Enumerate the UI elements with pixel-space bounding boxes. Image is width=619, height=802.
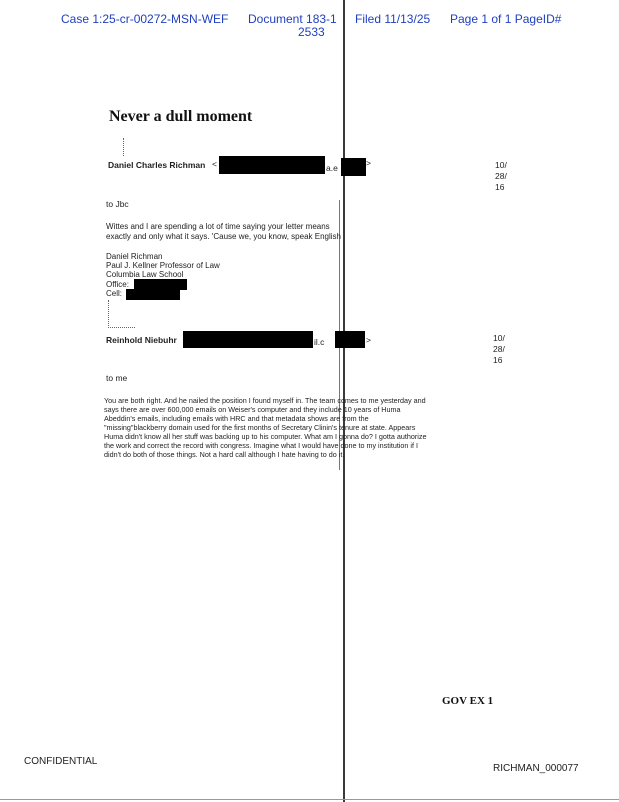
redaction-block — [341, 158, 366, 176]
scan-dotted-mark — [123, 138, 138, 156]
document-number: Document 183-1 — [248, 12, 337, 26]
signature-cell-label: Cell: — [106, 289, 123, 298]
redaction-block — [126, 289, 180, 300]
scan-bottom-edge — [0, 799, 619, 800]
date-line: 28/ — [493, 344, 505, 354]
message2-body-line: the work and correct the record with congress. Imagine what I would have done to my institution if I — [104, 441, 419, 450]
redaction-block — [219, 156, 325, 174]
message2-body-line: "missing"blackberry domain used for the first months of Secretary Clinin's tenure at state. Appears — [104, 423, 416, 432]
message1-sender-name: Daniel Charles Richman — [108, 160, 206, 170]
document-page-id: 2533 — [298, 25, 325, 39]
filed-date: Filed 11/13/25 — [355, 12, 431, 26]
message1-body-line: Wittes and I are spending a lot of time saying your letter means — [106, 222, 330, 231]
bates-number: RICHMAN_000077 — [493, 763, 579, 774]
message1-email-close: > — [366, 158, 371, 168]
message1-recipient: to Jbc — [106, 199, 129, 209]
message2-body-line: didn't do both of those things. Not a hard call although I hate having to do it. — [104, 450, 345, 459]
message2-email-fragment: il.c — [314, 337, 325, 347]
message2-body-line: You are both right. And he nailed the position I found myself in. The team comes to me yesterday and — [104, 396, 426, 405]
message1-date — [495, 160, 507, 193]
page-count: Page 1 of 1 PageID# — [450, 12, 562, 26]
date-line: 10/ — [495, 160, 507, 170]
redaction-block — [183, 331, 313, 348]
redaction-block — [335, 331, 365, 348]
message1-body-line: exactly and only what it says. 'Cause we, you know, speak English — [106, 232, 341, 241]
court-filing-header — [0, 12, 619, 42]
date-line: 10/ — [493, 333, 505, 343]
message2-body-line: says there are over 600,000 emails on Weiser's computer and they include 10 years of Huma — [104, 405, 401, 414]
confidential-stamp: CONFIDENTIAL — [24, 756, 98, 767]
message1-sender-open: < — [212, 159, 217, 169]
message2-date — [493, 333, 505, 366]
signature-name: Daniel Richman — [106, 252, 163, 261]
email-subject-title: Never a dull moment — [109, 108, 253, 125]
date-line: 16 — [495, 182, 505, 192]
message2-body-line: Abeddin's emails, including emails with HRC and that metadata shows are from the — [104, 414, 369, 423]
scan-dotted-mark — [108, 300, 135, 328]
signature-office-label: Office: — [106, 280, 129, 289]
message2-sender-name: Reinhold Niebuhr — [106, 335, 177, 345]
case-number: Case 1:25-cr-00272-MSN-WEF — [61, 12, 229, 26]
message2-email-close: > — [366, 335, 371, 345]
signature-school: Columbia Law School — [106, 270, 184, 279]
message2-recipient: to me — [106, 373, 128, 383]
signature-title: Paul J. Kellner Professor of Law — [106, 261, 220, 270]
message1-email-fragment: a.e — [326, 163, 338, 173]
date-line: 28/ — [495, 171, 507, 181]
message2-body-line: Huma didn't know all her stuff was backing up to his computer. What am I gonna do? I gotta authorize — [104, 432, 427, 441]
date-line: 16 — [493, 355, 503, 365]
exhibit-label: GOV EX 1 — [442, 695, 494, 707]
